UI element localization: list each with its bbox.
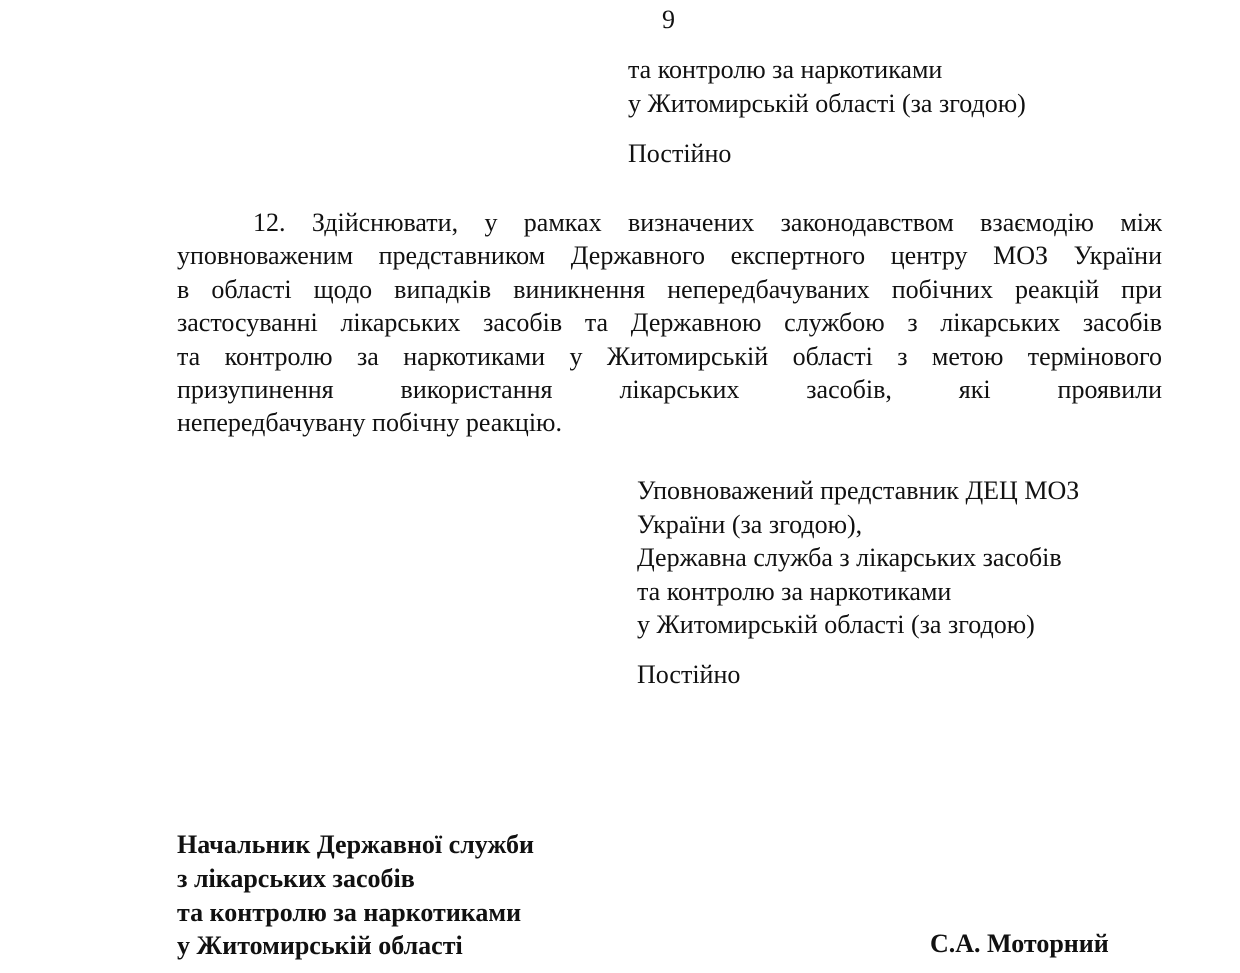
responsible-line: України (за згодою), (637, 509, 863, 539)
responsible-line: Державна служба з лікарських засобів (637, 543, 1062, 572)
responsible-line: та контролю за наркотиками (637, 576, 952, 606)
responsible-party-mid (637, 474, 1079, 642)
signature-title-block (177, 828, 534, 963)
signature-title-line: та контролю за наркотиками (177, 897, 522, 927)
paragraph-line: 12. Здійснювати, у рамках визначених законодавством взаємодію між (253, 208, 1162, 237)
page-number: 9 (662, 5, 675, 34)
paragraph-line: призупинення використання лікарських засобів, які проявили (177, 374, 1162, 404)
responsible-party-top (628, 53, 1026, 120)
signatory-name: С.А. Моторний (930, 929, 1109, 958)
paragraph-line: та контролю за наркотиками у Житомирській області з метою термінового (177, 341, 1162, 371)
signature-title-line: у Житомирській області (177, 931, 463, 961)
responsible-line: Уповноважений представник ДЕЦ МОЗ (637, 476, 1080, 505)
paragraph-line: в області щодо випадків виникнення непередбачуваних побічних реакцій при (177, 274, 1162, 304)
paragraph-line: уповноваженим представником Державного експертного центру МОЗ України (177, 241, 1162, 271)
responsible-line: у Житомирській області (за згодою) (637, 610, 1035, 639)
paragraph-12 (177, 206, 1162, 440)
term-mid: Постійно (637, 660, 741, 689)
responsible-line: та контролю за наркотиками (628, 55, 943, 84)
signature-title-line: Начальник Державної служби (177, 830, 534, 859)
paragraph-line: непередбачувану побічну реакцію. (177, 408, 562, 438)
signature-title-line: з лікарських засобів (177, 863, 415, 893)
responsible-line: у Житомирській області (за згодою) (628, 88, 1026, 118)
paragraph-line: застосуванні лікарських засобів та Державною службою з лікарських засобів (177, 308, 1162, 338)
term-top: Постійно (628, 139, 732, 168)
